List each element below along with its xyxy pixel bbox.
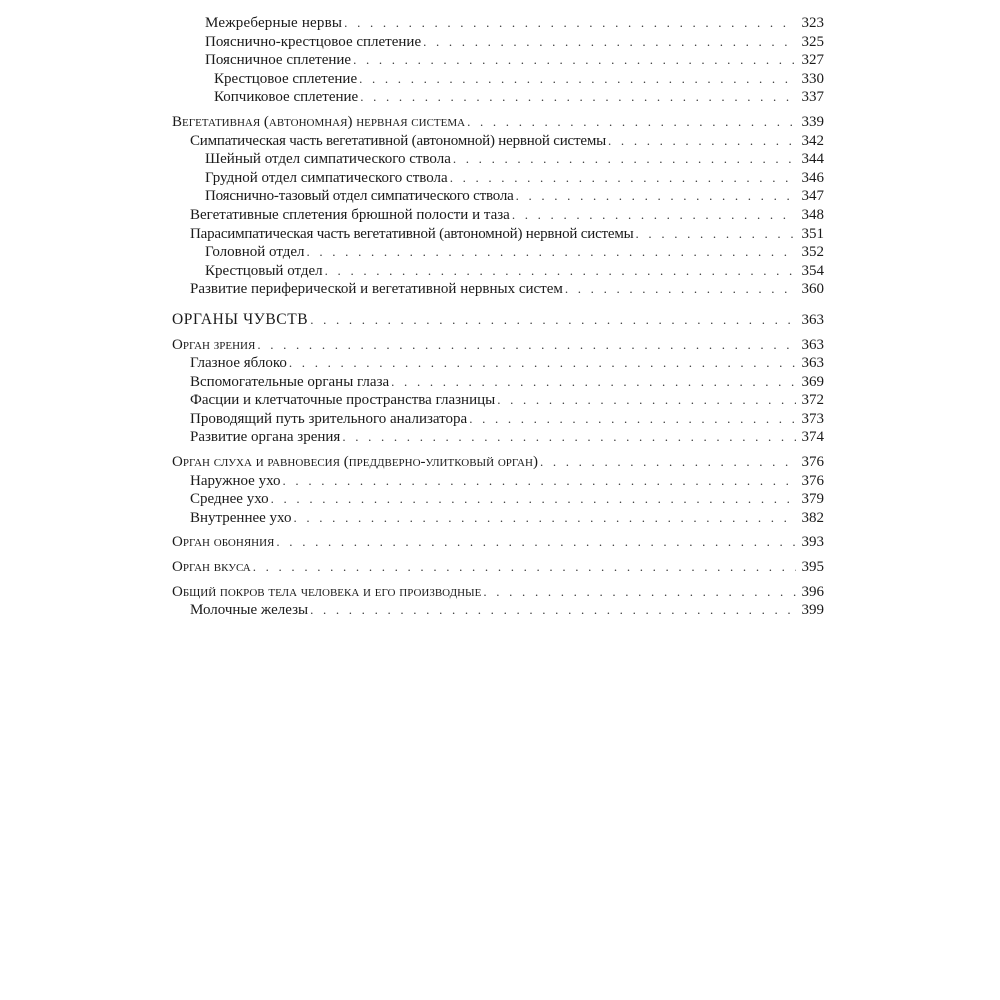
toc-entry-title: Грудной отдел симпатического ствола (205, 169, 448, 186)
toc-entry-page: 360 (801, 281, 824, 298)
toc-entry-page: 346 (801, 169, 824, 186)
toc-entry-title: Наружное ухо (190, 472, 281, 489)
dot-leader (271, 490, 796, 509)
toc-entry-page: 330 (801, 70, 824, 87)
toc-entry-cranial-division[interactable] (172, 243, 824, 262)
toc-entry-title: Крестцовое сплетение (214, 70, 358, 87)
dot-leader (276, 533, 796, 552)
toc-entry-sacral-plexus[interactable] (172, 70, 824, 89)
toc-group-organ-of-hearing (172, 453, 824, 527)
dot-leader (608, 132, 796, 151)
dot-leader (565, 280, 796, 299)
toc-entry-organ-of-taste[interactable] (172, 558, 824, 577)
toc-entry-coccygeal-plexus[interactable] (172, 88, 824, 107)
toc-entry-title: Фасции и клетчаточные пространства глазницы (190, 392, 496, 409)
toc-entry-external-ear[interactable] (172, 472, 824, 491)
toc-entry-title: Вегетативная (автономная) нервная система (172, 113, 466, 130)
toc-entry-title: Развитие периферической и вегетативной нервных систем (190, 281, 563, 298)
dot-leader (310, 601, 796, 620)
toc-entry-page: 363 (801, 336, 824, 353)
dot-leader (360, 88, 796, 107)
toc-entry-page: 372 (801, 392, 824, 409)
toc-entry-parasympathetic-part[interactable] (172, 225, 824, 244)
toc-entry-page: 352 (801, 244, 824, 261)
toc-entry-title: Орган вкуса (172, 559, 251, 576)
toc-group-organ-of-vision (172, 336, 824, 448)
dot-leader (391, 373, 796, 392)
toc-entry-page: 395 (801, 559, 824, 576)
toc-entry-title: Копчиковое сплетение (214, 89, 359, 106)
toc-entry-visual-pathway[interactable] (172, 410, 824, 429)
toc-group-sense-organs-heading (172, 311, 824, 330)
toc-entry-autonomic-nervous-system[interactable] (172, 113, 824, 132)
dot-leader (325, 262, 796, 281)
toc-entry-title: Шейный отдел симпатического ствола (205, 151, 451, 168)
dot-leader (516, 187, 796, 206)
dot-leader (359, 70, 796, 89)
dot-leader (257, 336, 796, 355)
toc-entry-page: 354 (801, 262, 824, 279)
toc-entry-sympathetic-part[interactable] (172, 132, 824, 151)
toc-entry-middle-ear[interactable] (172, 490, 824, 509)
toc-entry-page: 363 (801, 355, 824, 372)
toc-entry-accessory-eye-organs[interactable] (172, 373, 824, 392)
toc-entry-title: Пояснично-крестцовое сплетение (205, 33, 422, 50)
toc-entry-page: 325 (801, 33, 824, 50)
toc-entry-page: 344 (801, 151, 824, 168)
toc-entry-title: Общий покров тела человека и его производные (172, 583, 482, 600)
toc-entry-page: 373 (801, 410, 824, 427)
toc-entry-page: 342 (801, 132, 824, 149)
dot-leader (283, 472, 796, 491)
toc-group-integument (172, 583, 824, 620)
dot-leader (293, 509, 796, 528)
toc-entry-intercostal-nerves[interactable] (172, 14, 824, 33)
toc-entry-lumbopelvic-sympathetic-trunk[interactable] (172, 187, 824, 206)
toc-entry-autonomic-plexuses[interactable] (172, 206, 824, 225)
toc-entry-title: Вегетативные сплетения брюшной полости и таза (190, 206, 510, 223)
dot-leader (512, 206, 796, 225)
toc-entry-organ-of-smell[interactable] (172, 533, 824, 552)
toc-entry-title: Развитие органа зрения (190, 429, 341, 446)
dot-leader (310, 311, 796, 330)
dot-leader (344, 14, 796, 33)
toc-entry-lumbosacral-plexus[interactable] (172, 33, 824, 52)
toc-entry-page: 348 (801, 206, 824, 223)
toc-entry-mammary-glands[interactable] (172, 601, 824, 620)
toc-entry-sacral-division[interactable] (172, 262, 824, 281)
toc-entry-title: Орган обоняния (172, 534, 275, 551)
toc-entry-integument[interactable] (172, 583, 824, 602)
toc-group-organ-of-smell (172, 533, 824, 552)
toc-entry-page: 327 (801, 52, 824, 69)
toc-entry-title: Глазное яблоко (190, 355, 287, 372)
toc-entry-page: 393 (801, 534, 824, 551)
dot-leader (636, 225, 796, 244)
dot-leader (253, 558, 796, 577)
toc-entry-sense-organs[interactable] (172, 311, 824, 330)
dot-leader (469, 410, 796, 429)
dot-leader (306, 243, 796, 262)
dot-leader (289, 354, 796, 373)
toc-entry-cervical-sympathetic-trunk[interactable] (172, 150, 824, 169)
dot-leader (467, 113, 796, 132)
toc-entry-title: Среднее ухо (190, 491, 269, 508)
dot-leader (497, 391, 796, 410)
dot-leader (353, 51, 796, 70)
toc-entry-page: 363 (801, 311, 824, 328)
toc-entry-page: 323 (801, 15, 824, 31)
toc-entry-title: Крестцовый отдел (205, 262, 323, 279)
toc-entry-nervous-system-development[interactable] (172, 280, 824, 299)
dot-leader (423, 33, 796, 52)
toc-entry-organ-of-hearing[interactable] (172, 453, 824, 472)
toc-entry-title: Симпатическая часть вегетативной (автономной) нервной системы (190, 132, 607, 149)
dot-leader (453, 150, 796, 169)
toc-entry-page: 337 (801, 89, 824, 106)
toc-entry-title: Головной отдел (205, 244, 305, 261)
toc-entry-title: Поясничное сплетение (205, 52, 352, 69)
toc-entry-vision-development[interactable] (172, 428, 824, 447)
toc-entry-inner-ear[interactable] (172, 509, 824, 528)
toc-entry-title: Внутреннее ухо (190, 509, 292, 526)
table-of-contents (172, 14, 824, 626)
toc-entry-eyeball[interactable] (172, 354, 824, 373)
toc-entry-orbital-fascia[interactable] (172, 391, 824, 410)
toc-entry-page: 396 (801, 583, 824, 600)
toc-entry-title: Межреберные нервы (205, 15, 343, 31)
toc-entry-page: 351 (801, 225, 824, 242)
toc-entry-title: Орган слуха и равновесия (преддверно-улитковый орган) (172, 454, 538, 471)
toc-entry-page: 399 (801, 602, 824, 619)
toc-entry-title: Вспомогательные органы глаза (190, 373, 390, 390)
toc-entry-title: Молочные железы (190, 602, 309, 619)
toc-entry-page: 347 (801, 188, 824, 205)
toc-entry-lumbar-plexus[interactable] (172, 51, 824, 70)
toc-entry-page: 382 (801, 509, 824, 526)
toc-entry-title: Парасимпатическая часть вегетативной (автономной) нервной системы (190, 225, 634, 242)
toc-entry-page: 376 (801, 454, 824, 471)
toc-entry-page: 339 (801, 113, 824, 130)
dot-leader (342, 428, 796, 447)
toc-entry-title: Пояснично-тазовый отдел симпатического ствола (205, 188, 514, 205)
section-heading-title: ОРГАНЫ ЧУВСТВ (172, 310, 309, 328)
toc-entry-page: 369 (801, 373, 824, 390)
toc-entry-organ-of-vision[interactable] (172, 336, 824, 355)
dot-leader (450, 169, 796, 188)
dot-leader (540, 453, 796, 472)
toc-entry-thoracic-sympathetic-trunk[interactable] (172, 169, 824, 188)
toc-entry-title: Орган зрения (172, 336, 256, 353)
toc-entry-page: 379 (801, 491, 824, 508)
toc-group-autonomic-system (172, 113, 824, 299)
toc-entry-page: 376 (801, 472, 824, 489)
toc-entry-title: Проводящий путь зрительного анализатора (190, 410, 468, 427)
dot-leader (483, 583, 796, 602)
toc-entry-page: 374 (801, 429, 824, 446)
toc-group-spinal-plexuses (172, 14, 824, 107)
toc-group-organ-of-taste (172, 558, 824, 577)
